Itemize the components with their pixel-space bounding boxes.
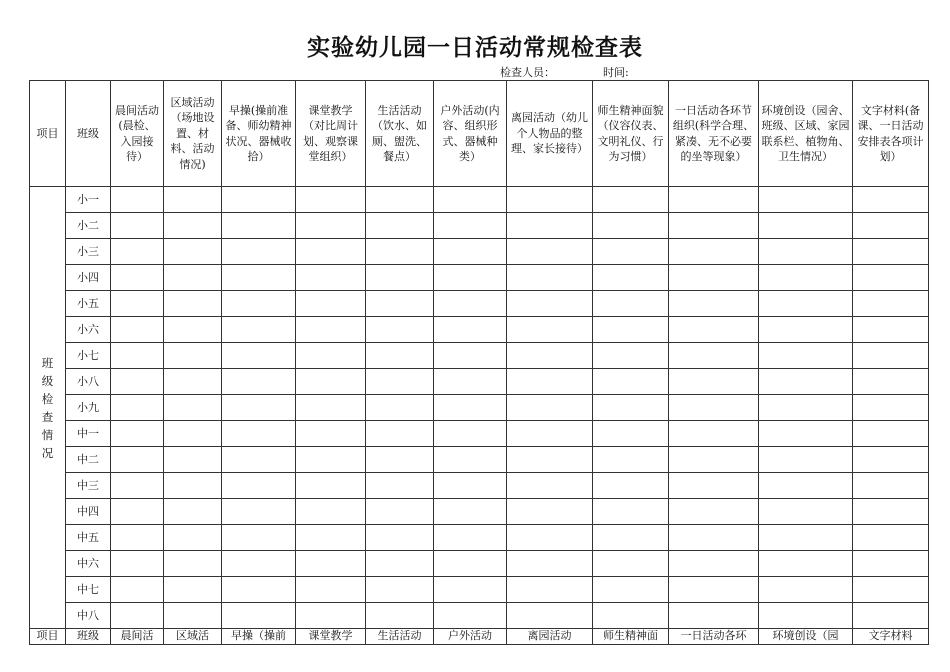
class-name-cell: 中二 bbox=[66, 447, 111, 473]
check-cell[interactable] bbox=[434, 551, 507, 577]
check-cell[interactable] bbox=[759, 525, 853, 551]
table-row bbox=[30, 551, 929, 577]
table-row bbox=[30, 447, 929, 473]
header-label: 户外活动(内容、组织形式、器械种类） bbox=[440, 103, 500, 163]
check-cell[interactable] bbox=[853, 525, 929, 551]
footer-header-cell: 环境创设（园 bbox=[759, 629, 853, 645]
table-row bbox=[30, 265, 929, 291]
check-cell[interactable] bbox=[434, 473, 507, 499]
check-cell[interactable] bbox=[111, 577, 164, 603]
footer-header-cell: 生活活动 bbox=[366, 629, 434, 645]
check-cell[interactable] bbox=[759, 603, 853, 629]
check-cell[interactable] bbox=[296, 499, 366, 525]
check-cell[interactable] bbox=[759, 265, 853, 291]
check-cell[interactable] bbox=[222, 525, 296, 551]
class-name-cell: 中四 bbox=[66, 499, 111, 525]
inspector-label: 检查人员： bbox=[500, 66, 555, 79]
check-cell[interactable] bbox=[853, 291, 929, 317]
header-label: 早操(操前准备、师幼精神状况、器械收拾） bbox=[225, 103, 292, 163]
check-cell[interactable] bbox=[593, 317, 669, 343]
check-cell[interactable] bbox=[593, 265, 669, 291]
check-cell[interactable] bbox=[222, 577, 296, 603]
header-label: 离园活动（幼儿个人物品的整理、家长接待） bbox=[511, 111, 588, 156]
check-cell[interactable] bbox=[853, 369, 929, 395]
header-label: 一日活动各环节组织(科学合理、紧凑、无不必要的坐等现象） bbox=[672, 103, 755, 163]
check-cell[interactable] bbox=[759, 317, 853, 343]
check-cell[interactable] bbox=[434, 421, 507, 447]
class-name-cell: 小二 bbox=[66, 213, 111, 239]
header-teacher-student-spirit bbox=[593, 81, 669, 187]
class-name-cell: 小三 bbox=[66, 239, 111, 265]
class-name-cell: 小七 bbox=[66, 343, 111, 369]
check-cell[interactable] bbox=[759, 447, 853, 473]
check-cell[interactable] bbox=[853, 473, 929, 499]
footer-header-row bbox=[30, 629, 929, 645]
table-row bbox=[30, 343, 929, 369]
class-name-cell: 小一 bbox=[66, 187, 111, 213]
check-cell[interactable] bbox=[759, 551, 853, 577]
check-cell[interactable] bbox=[366, 577, 434, 603]
class-name-cell: 小九 bbox=[66, 395, 111, 421]
check-cell[interactable] bbox=[111, 265, 164, 291]
check-cell[interactable] bbox=[434, 447, 507, 473]
header-outdoor-activity bbox=[434, 81, 507, 187]
check-cell[interactable] bbox=[669, 577, 759, 603]
check-cell[interactable] bbox=[111, 447, 164, 473]
check-cell[interactable] bbox=[222, 369, 296, 395]
check-cell[interactable] bbox=[593, 473, 669, 499]
header-morning-exercise bbox=[222, 81, 296, 187]
table-row bbox=[30, 291, 929, 317]
check-cell[interactable] bbox=[111, 473, 164, 499]
check-cell[interactable] bbox=[222, 473, 296, 499]
table-row bbox=[30, 499, 929, 525]
check-cell[interactable] bbox=[669, 343, 759, 369]
check-cell[interactable] bbox=[593, 577, 669, 603]
check-cell[interactable] bbox=[759, 213, 853, 239]
header-environment bbox=[759, 81, 853, 187]
check-cell[interactable] bbox=[853, 421, 929, 447]
check-cell[interactable] bbox=[111, 343, 164, 369]
check-cell[interactable] bbox=[434, 343, 507, 369]
check-cell[interactable] bbox=[507, 343, 593, 369]
check-cell[interactable] bbox=[759, 187, 853, 213]
check-cell[interactable] bbox=[222, 421, 296, 447]
header-written-materials bbox=[853, 81, 929, 187]
check-cell[interactable] bbox=[434, 239, 507, 265]
check-cell[interactable] bbox=[164, 265, 222, 291]
check-cell[interactable] bbox=[853, 265, 929, 291]
check-cell[interactable] bbox=[593, 187, 669, 213]
table-row bbox=[30, 317, 929, 343]
check-cell[interactable] bbox=[222, 317, 296, 343]
check-cell[interactable] bbox=[296, 343, 366, 369]
check-cell[interactable] bbox=[111, 551, 164, 577]
header-departure-activity bbox=[507, 81, 593, 187]
check-cell[interactable] bbox=[759, 291, 853, 317]
header-row bbox=[30, 81, 929, 187]
check-cell[interactable] bbox=[366, 447, 434, 473]
check-cell[interactable] bbox=[669, 525, 759, 551]
check-cell[interactable] bbox=[222, 603, 296, 629]
check-cell[interactable] bbox=[164, 395, 222, 421]
check-cell[interactable] bbox=[759, 239, 853, 265]
check-cell[interactable] bbox=[111, 421, 164, 447]
check-cell[interactable] bbox=[296, 473, 366, 499]
check-cell[interactable] bbox=[593, 603, 669, 629]
footer-header-cell: 区域活 bbox=[164, 629, 222, 645]
time-label: 时间: bbox=[603, 66, 629, 79]
check-cell[interactable] bbox=[296, 265, 366, 291]
table-row bbox=[30, 369, 929, 395]
class-name-cell: 中七 bbox=[66, 577, 111, 603]
header-label: 师生精神面貌（仪容仪表、文明礼仪、行为习惯） bbox=[597, 103, 664, 163]
check-cell[interactable] bbox=[507, 603, 593, 629]
section-label: 班级检查情况 bbox=[41, 355, 54, 460]
header-label: 区域活动（场地设置、材料、活动情况) bbox=[170, 95, 215, 171]
table-row bbox=[30, 421, 929, 447]
check-cell[interactable] bbox=[669, 421, 759, 447]
check-cell[interactable] bbox=[366, 473, 434, 499]
check-cell[interactable] bbox=[111, 291, 164, 317]
check-cell[interactable] bbox=[366, 551, 434, 577]
check-cell[interactable] bbox=[164, 525, 222, 551]
check-cell[interactable] bbox=[164, 447, 222, 473]
check-cell[interactable] bbox=[669, 551, 759, 577]
header-label: 生活活动（饮水、如厕、盥洗、餐点） bbox=[372, 103, 427, 163]
check-cell[interactable] bbox=[507, 187, 593, 213]
check-cell[interactable] bbox=[296, 421, 366, 447]
check-cell[interactable] bbox=[434, 213, 507, 239]
check-cell[interactable] bbox=[164, 187, 222, 213]
header-life-activity bbox=[366, 81, 434, 187]
check-cell[interactable] bbox=[669, 265, 759, 291]
check-cell[interactable] bbox=[164, 603, 222, 629]
check-cell[interactable] bbox=[853, 317, 929, 343]
header-label: 环境创设（园舍、班级、区域、家园联系栏、植物角、卫生情况） bbox=[761, 103, 850, 163]
check-cell[interactable] bbox=[507, 525, 593, 551]
check-cell[interactable] bbox=[853, 187, 929, 213]
header-label: 晨间活动(晨检、入园接待） bbox=[115, 103, 159, 163]
check-cell[interactable] bbox=[222, 265, 296, 291]
inspection-table bbox=[29, 80, 929, 645]
footer-header-cell: 一日活动各环 bbox=[669, 629, 759, 645]
check-cell[interactable] bbox=[164, 291, 222, 317]
check-cell[interactable] bbox=[366, 395, 434, 421]
check-cell[interactable] bbox=[111, 239, 164, 265]
check-cell[interactable] bbox=[366, 603, 434, 629]
table-row bbox=[30, 187, 929, 213]
check-cell[interactable] bbox=[164, 369, 222, 395]
class-name-cell: 小五 bbox=[66, 291, 111, 317]
header-daily-organization bbox=[669, 81, 759, 187]
footer-header-cell: 文字材料 bbox=[853, 629, 929, 645]
check-cell[interactable] bbox=[669, 213, 759, 239]
check-cell[interactable] bbox=[366, 213, 434, 239]
table-row bbox=[30, 473, 929, 499]
check-cell[interactable] bbox=[507, 317, 593, 343]
check-cell[interactable] bbox=[507, 577, 593, 603]
check-cell[interactable] bbox=[759, 369, 853, 395]
check-cell[interactable] bbox=[853, 239, 929, 265]
check-cell[interactable] bbox=[434, 525, 507, 551]
footer-header-cell: 课堂教学 bbox=[296, 629, 366, 645]
check-cell[interactable] bbox=[222, 343, 296, 369]
check-cell[interactable] bbox=[853, 551, 929, 577]
page-title: 实验幼儿园一日活动常规检查表 bbox=[307, 35, 643, 61]
check-cell[interactable] bbox=[434, 317, 507, 343]
check-cell[interactable] bbox=[593, 343, 669, 369]
footer-header-cell: 晨间活 bbox=[111, 629, 164, 645]
check-cell[interactable] bbox=[669, 369, 759, 395]
header-label: 项目 bbox=[36, 126, 59, 140]
table-row bbox=[30, 525, 929, 551]
class-name-cell: 小四 bbox=[66, 265, 111, 291]
check-cell[interactable] bbox=[669, 447, 759, 473]
check-cell[interactable] bbox=[434, 603, 507, 629]
check-cell[interactable] bbox=[296, 213, 366, 239]
check-cell[interactable] bbox=[366, 343, 434, 369]
check-cell[interactable] bbox=[111, 395, 164, 421]
table-row bbox=[30, 603, 929, 629]
check-cell[interactable] bbox=[296, 395, 366, 421]
check-cell[interactable] bbox=[111, 213, 164, 239]
check-cell[interactable] bbox=[296, 369, 366, 395]
class-name-cell: 中一 bbox=[66, 421, 111, 447]
check-cell[interactable] bbox=[111, 369, 164, 395]
check-cell[interactable] bbox=[296, 291, 366, 317]
check-cell[interactable] bbox=[507, 369, 593, 395]
section-label-cell bbox=[30, 187, 66, 629]
check-cell[interactable] bbox=[434, 395, 507, 421]
check-cell[interactable] bbox=[111, 317, 164, 343]
table-row bbox=[30, 395, 929, 421]
check-cell[interactable] bbox=[434, 265, 507, 291]
check-cell[interactable] bbox=[669, 473, 759, 499]
footer-header-cell: 项目 bbox=[30, 629, 66, 645]
check-cell[interactable] bbox=[366, 499, 434, 525]
check-cell[interactable] bbox=[593, 499, 669, 525]
check-cell[interactable] bbox=[853, 499, 929, 525]
check-cell[interactable] bbox=[366, 525, 434, 551]
check-cell[interactable] bbox=[669, 499, 759, 525]
check-cell[interactable] bbox=[593, 291, 669, 317]
check-cell[interactable] bbox=[296, 239, 366, 265]
check-cell[interactable] bbox=[593, 447, 669, 473]
check-cell[interactable] bbox=[222, 447, 296, 473]
check-cell[interactable] bbox=[507, 395, 593, 421]
check-cell[interactable] bbox=[669, 317, 759, 343]
check-cell[interactable] bbox=[853, 343, 929, 369]
check-cell[interactable] bbox=[853, 395, 929, 421]
check-cell[interactable] bbox=[296, 551, 366, 577]
check-cell[interactable] bbox=[507, 447, 593, 473]
check-cell[interactable] bbox=[366, 369, 434, 395]
check-cell[interactable] bbox=[111, 603, 164, 629]
header-area-activity bbox=[164, 81, 222, 187]
check-cell[interactable] bbox=[164, 473, 222, 499]
footer-header-cell: 早操（操前 bbox=[222, 629, 296, 645]
check-cell[interactable] bbox=[222, 499, 296, 525]
check-cell[interactable] bbox=[853, 603, 929, 629]
check-cell[interactable] bbox=[593, 239, 669, 265]
class-name-cell: 中三 bbox=[66, 473, 111, 499]
check-cell[interactable] bbox=[366, 291, 434, 317]
check-cell[interactable] bbox=[296, 317, 366, 343]
header-label: 文字材料(备课、一日活动安排表各项计划） bbox=[857, 103, 924, 163]
check-cell[interactable] bbox=[669, 395, 759, 421]
check-cell[interactable] bbox=[507, 421, 593, 447]
check-cell[interactable] bbox=[507, 473, 593, 499]
check-cell[interactable] bbox=[759, 395, 853, 421]
check-cell[interactable] bbox=[669, 239, 759, 265]
check-cell[interactable] bbox=[222, 239, 296, 265]
check-cell[interactable] bbox=[164, 213, 222, 239]
header-classroom-teaching bbox=[296, 81, 366, 187]
check-cell[interactable] bbox=[853, 577, 929, 603]
check-cell[interactable] bbox=[222, 187, 296, 213]
check-cell[interactable] bbox=[296, 577, 366, 603]
check-cell[interactable] bbox=[366, 265, 434, 291]
check-cell[interactable] bbox=[164, 421, 222, 447]
check-cell[interactable] bbox=[164, 343, 222, 369]
check-cell[interactable] bbox=[507, 291, 593, 317]
check-cell[interactable] bbox=[759, 343, 853, 369]
class-name-cell: 中五 bbox=[66, 525, 111, 551]
check-cell[interactable] bbox=[434, 369, 507, 395]
check-cell[interactable] bbox=[507, 265, 593, 291]
header-label: 班级 bbox=[77, 126, 99, 140]
header-class bbox=[66, 81, 111, 187]
check-cell[interactable] bbox=[593, 525, 669, 551]
check-cell[interactable] bbox=[669, 187, 759, 213]
check-cell[interactable] bbox=[853, 447, 929, 473]
check-cell[interactable] bbox=[593, 421, 669, 447]
check-cell[interactable] bbox=[759, 577, 853, 603]
check-cell[interactable] bbox=[759, 473, 853, 499]
check-cell[interactable] bbox=[669, 291, 759, 317]
header-project bbox=[30, 81, 66, 187]
check-cell[interactable] bbox=[111, 187, 164, 213]
check-cell[interactable] bbox=[164, 317, 222, 343]
check-cell[interactable] bbox=[434, 187, 507, 213]
class-name-cell: 小八 bbox=[66, 369, 111, 395]
check-cell[interactable] bbox=[296, 603, 366, 629]
check-cell[interactable] bbox=[507, 213, 593, 239]
check-cell[interactable] bbox=[507, 551, 593, 577]
check-cell[interactable] bbox=[111, 525, 164, 551]
check-cell[interactable] bbox=[222, 551, 296, 577]
check-cell[interactable] bbox=[507, 239, 593, 265]
check-cell[interactable] bbox=[222, 395, 296, 421]
footer-header-cell: 户外活动 bbox=[434, 629, 507, 645]
check-cell[interactable] bbox=[222, 213, 296, 239]
check-cell[interactable] bbox=[164, 239, 222, 265]
check-cell[interactable] bbox=[434, 577, 507, 603]
check-cell[interactable] bbox=[366, 421, 434, 447]
check-cell[interactable] bbox=[164, 499, 222, 525]
check-cell[interactable] bbox=[366, 317, 434, 343]
class-name-cell: 小六 bbox=[66, 317, 111, 343]
header-label: 课堂教学（对比周计划、观察课堂组织） bbox=[303, 103, 358, 163]
check-cell[interactable] bbox=[593, 395, 669, 421]
check-cell[interactable] bbox=[434, 291, 507, 317]
check-cell[interactable] bbox=[759, 499, 853, 525]
check-cell[interactable] bbox=[853, 213, 929, 239]
footer-header-cell: 班级 bbox=[66, 629, 111, 645]
check-cell[interactable] bbox=[593, 551, 669, 577]
check-cell[interactable] bbox=[507, 499, 593, 525]
header-morning-activity bbox=[111, 81, 164, 187]
check-cell[interactable] bbox=[434, 499, 507, 525]
check-cell[interactable] bbox=[164, 577, 222, 603]
check-cell[interactable] bbox=[164, 551, 222, 577]
check-cell[interactable] bbox=[366, 239, 434, 265]
table-row bbox=[30, 213, 929, 239]
table-row bbox=[30, 239, 929, 265]
check-cell[interactable] bbox=[222, 291, 296, 317]
class-name-cell: 中六 bbox=[66, 551, 111, 577]
footer-header-cell: 离园活动 bbox=[507, 629, 593, 645]
check-cell[interactable] bbox=[759, 421, 853, 447]
check-cell[interactable] bbox=[296, 525, 366, 551]
check-cell[interactable] bbox=[111, 499, 164, 525]
check-cell[interactable] bbox=[296, 187, 366, 213]
check-cell[interactable] bbox=[366, 187, 434, 213]
check-cell[interactable] bbox=[296, 447, 366, 473]
class-name-cell: 中八 bbox=[66, 603, 111, 629]
table-row bbox=[30, 577, 929, 603]
check-cell[interactable] bbox=[593, 369, 669, 395]
check-cell[interactable] bbox=[593, 213, 669, 239]
check-cell[interactable] bbox=[669, 603, 759, 629]
footer-header-cell: 师生精神面 bbox=[593, 629, 669, 645]
